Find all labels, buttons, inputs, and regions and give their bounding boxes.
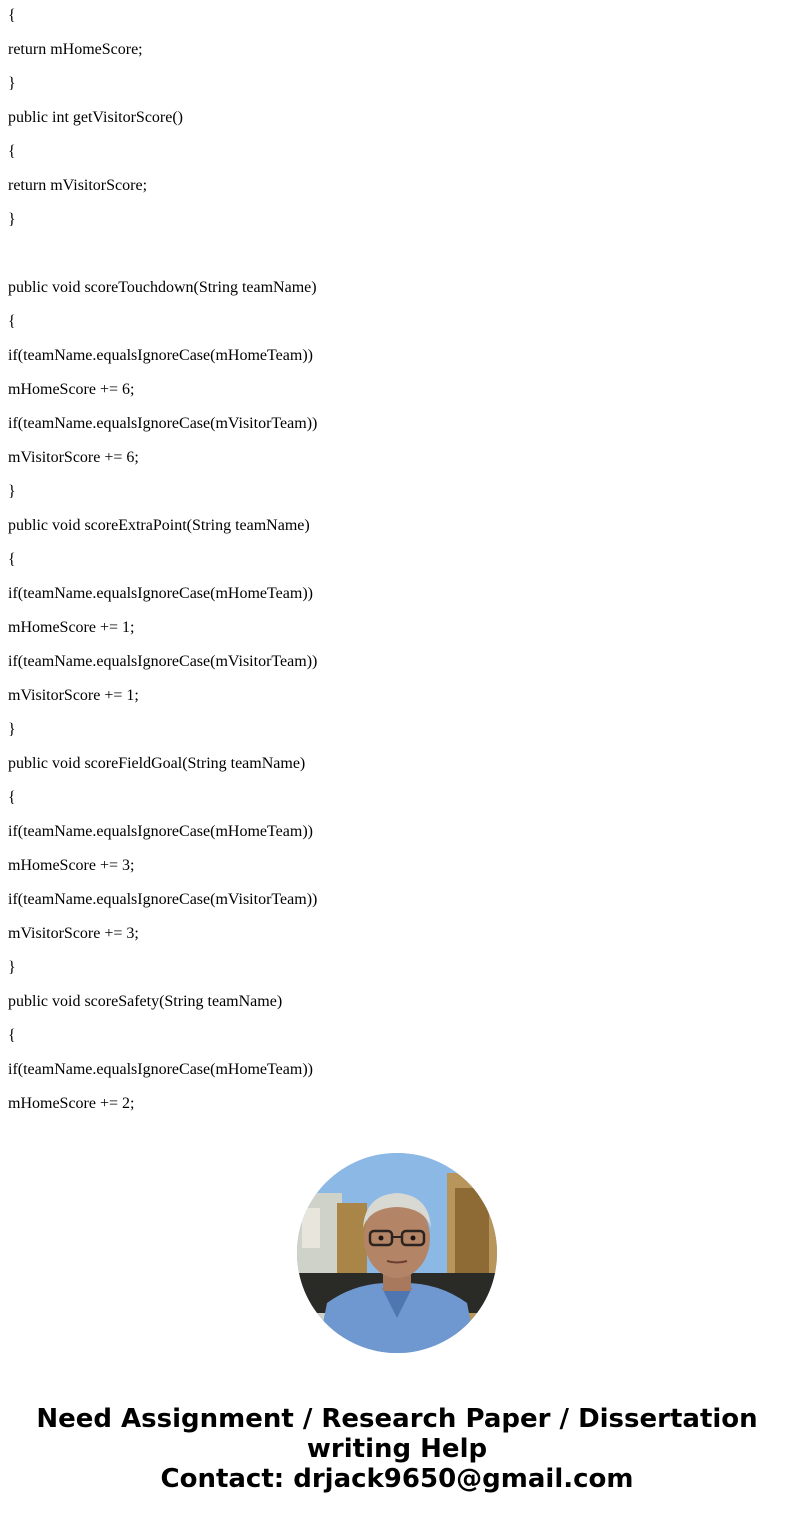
code-line: {: [8, 143, 16, 160]
code-line: mVisitorScore += 1;: [8, 687, 139, 704]
code-line: {: [8, 1027, 16, 1044]
code-line: return mHomeScore;: [8, 41, 143, 58]
code-line: if(teamName.equalsIgnoreCase(mHomeTeam)): [8, 585, 313, 602]
code-line: {: [8, 7, 16, 24]
promo-banner: [0, 1404, 794, 1494]
code-line: if(teamName.equalsIgnoreCase(mVisitorTeam)): [8, 653, 318, 670]
code-line: }: [8, 75, 16, 92]
code-line: return mVisitorScore;: [8, 177, 148, 194]
promo-line-2: writing Help: [306, 1434, 488, 1464]
code-line: {: [8, 313, 16, 330]
author-avatar: [297, 1153, 497, 1353]
person-photo-icon: [297, 1153, 497, 1353]
code-line: if(teamName.equalsIgnoreCase(mVisitorTeam)): [8, 415, 318, 432]
code-line: {: [8, 789, 16, 806]
code-line: if(teamName.equalsIgnoreCase(mVisitorTeam)): [8, 891, 318, 908]
promo-contact: Contact: drjack9650@gmail.com: [160, 1464, 634, 1494]
code-line: public void scoreTouchdown(String teamName): [8, 279, 317, 296]
code-line: }: [8, 721, 16, 738]
code-line: mHomeScore += 3;: [8, 857, 135, 874]
code-line: public void scoreFieldGoal(String teamName): [8, 755, 306, 772]
code-line: if(teamName.equalsIgnoreCase(mHomeTeam)): [8, 823, 313, 840]
code-line: }: [8, 211, 16, 228]
code-line: public void scoreSafety(String teamName): [8, 993, 283, 1010]
code-line: mHomeScore += 6;: [8, 381, 135, 398]
code-line: }: [8, 483, 16, 500]
code-line: if(teamName.equalsIgnoreCase(mHomeTeam)): [8, 347, 313, 364]
code-line: }: [8, 959, 16, 976]
code-line: {: [8, 551, 16, 568]
promo-line-1: Need Assignment / Research Paper / Dissertation: [36, 1404, 758, 1434]
code-line: mVisitorScore += 6;: [8, 449, 139, 466]
code-line: mVisitorScore += 3;: [8, 925, 139, 942]
code-line: mHomeScore += 1;: [8, 619, 135, 636]
code-line: public void scoreExtraPoint(String teamName): [8, 517, 310, 534]
code-block: [8, 6, 778, 1128]
code-line: if(teamName.equalsIgnoreCase(mHomeTeam)): [8, 1061, 313, 1078]
code-line: mHomeScore += 2;: [8, 1095, 135, 1112]
code-line: public int getVisitorScore(): [8, 109, 183, 126]
code-line: [8, 244, 778, 278]
